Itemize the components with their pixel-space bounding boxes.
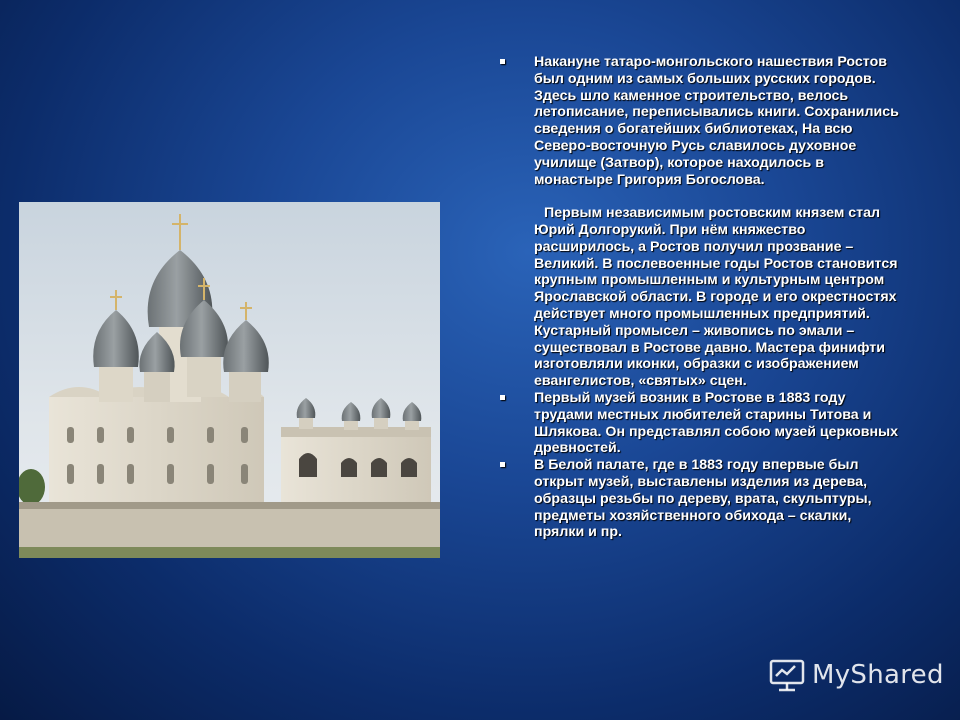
myshared-watermark xyxy=(768,656,944,694)
bullet-marker xyxy=(500,395,505,400)
list-item xyxy=(498,457,903,541)
bullet-marker xyxy=(500,462,505,467)
slide-text xyxy=(498,54,903,541)
list-item xyxy=(498,54,903,390)
paragraph: В Белой палате, где в 1883 году впервые был открыт музей, выставлены изделия из дерева, образцы резьбы по дереву, врата, скульптуры, предметы хозяйственного обихода – скалки, прялки и пр. xyxy=(534,457,872,541)
bullet-marker xyxy=(500,59,505,64)
paragraph: Накануне татаро-монгольского нашествия Ростов был одним из самых больших русских городов. Здесь шло каменное строительство, велось летописание, переписывались книги. Сохранились сведения о богатейших библиотеках, На всю Северо-восточную Русь славилось духовное училище (Затвор), которое находилось в монастыре Григория Богослова. xyxy=(534,54,899,188)
cathedral-photo xyxy=(19,202,440,558)
paragraph: Первым независимым ростовским князем стал Юрий Долгорукий. При нём княжество расширилось, а Ростов получил прозвание – Великий. В послевоенные годы Ростов становится крупным промышленным и культурным центром Ярославской области. В городе и его окрестностях действует много промышленных предприятий. Кустарный промысел – живопись по эмали – существовал в Ростове давно. Мастера финифти изготовляли иконки, образки с изображением евангелистов, «святых» сцен. xyxy=(534,205,898,390)
paragraph: Первый музей возник в Ростове в 1883 году трудами местных любителей старины Титова и Шлякова. Он представлял собою музей церковных древностей. xyxy=(534,389,899,457)
watermark-text: MyShared xyxy=(812,660,944,690)
presentation-screen-icon xyxy=(768,656,806,694)
list-item xyxy=(498,390,903,457)
